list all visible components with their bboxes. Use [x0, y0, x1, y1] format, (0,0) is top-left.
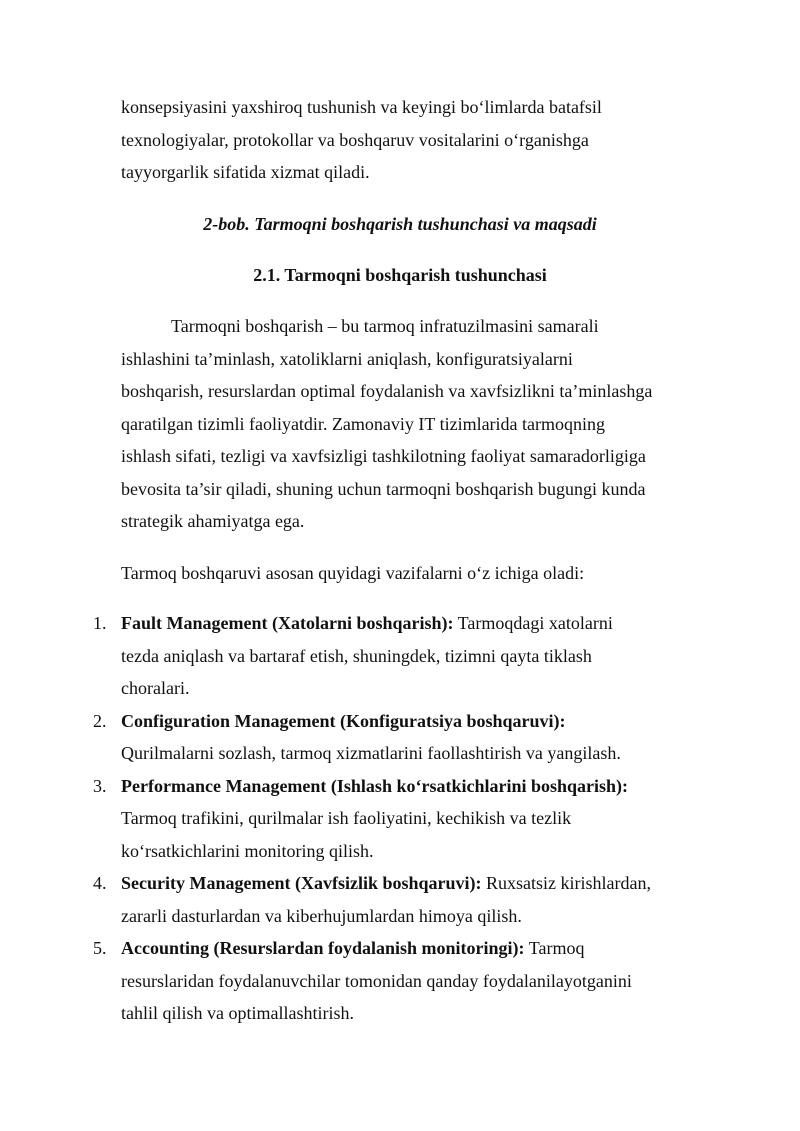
text-line: tezda aniqlash va bartaraf etish, shuningdek, tizimni qayta tiklash: [121, 645, 592, 666]
text-line: choralari.: [121, 678, 190, 698]
text-line: ko‘rsatkichlarini monitoring qilish.: [121, 840, 374, 861]
list-item: [0, 607, 691, 705]
list-item-text: Ruxsatsiz kirishlardan,: [481, 873, 651, 893]
text-line: Tarmoqni boshqarish – bu tarmoq infratuzilmasini samarali: [171, 316, 599, 336]
list-item-number: 2.: [93, 710, 107, 731]
list-item-title: Security Management (Xavfsizlik boshqaruvi):: [121, 873, 482, 893]
text-line: ishlashini ta’minlash, xatoliklarni aniqlash, konfiguratsiyalarni: [121, 348, 573, 369]
text-line: tahlil qilish va optimallashtirish.: [121, 1003, 354, 1023]
list-item: [0, 867, 691, 932]
list-item-title: Accounting (Resurslardan foydalanish monitoringi):: [121, 938, 525, 958]
list-item-title: Configuration Management (Konfiguratsiya boshqaruvi):: [121, 710, 566, 731]
text-line: zararli dasturlardan va kiberhujumlardan himoya qilish.: [121, 905, 522, 926]
list-item-number: 5.: [93, 938, 107, 958]
text-line: ishlash sifati, tezligi va xavfsizligi tashkilotning faoliyat samaradorligiga: [121, 446, 646, 466]
list-item-title: Fault Management (Xatolarni boshqarish):: [121, 613, 454, 633]
list-item: [0, 932, 691, 1030]
text-line: konsepsiyasini yaxshiroq tushunish va keyingi bo‘limlarda batafsil: [121, 97, 602, 117]
text-line: texnologiyalar, protokollar va boshqaruv vositalarini o‘rganishga: [121, 129, 589, 150]
text-line: boshqarish, resurslardan optimal foydalanish va xavfsizlikni ta’minlashga: [121, 381, 653, 401]
list-item-text: Tarmoq: [524, 938, 585, 958]
list-item-number: 3.: [93, 775, 107, 796]
intro-paragraph: [121, 91, 691, 189]
text-line: Tarmoq trafikini, qurilmalar ish faoliyatini, kechikish va tezlik: [121, 808, 572, 828]
list-item: [0, 770, 691, 868]
definition-paragraph: [121, 310, 691, 538]
text-line: Qurilmalarni sozlash, tarmoq xizmatlarini faollashtirish va yangilash.: [121, 743, 621, 763]
tasks-intro-paragraph: Tarmoq boshqaruvi asosan quyidagi vazifalarni o‘z ichiga oladi:: [121, 563, 585, 583]
list-item-text: Tarmoqdagi xatolarni: [453, 613, 613, 633]
text-line: strategik ahamiyatga ega.: [121, 511, 305, 531]
section-heading: 2.1. Tarmoqni boshqarish tushunchasi: [253, 265, 547, 285]
list-item-number: 4.: [93, 873, 107, 893]
text-line: resurslaridan foydalanuvchilar tomonidan qanday foydalanilayotganini: [121, 970, 632, 991]
chapter-heading: 2-bob. Tarmoqni boshqarish tushunchasi va maqsadi: [203, 214, 597, 234]
text-line: qaratilgan tizimli faoliyatdir. Zamonaviy IT tizimlarida tarmoqning: [121, 413, 606, 434]
list-item: [0, 705, 691, 770]
text-line: tayyorgarlik sifatida xizmat qiladi.: [121, 162, 370, 182]
list-item-number: 1.: [93, 613, 107, 633]
text-line: bevosita ta’sir qiladi, shuning uchun tarmoqni boshqarish bugungi kunda: [121, 478, 646, 499]
management-tasks-list: [0, 607, 800, 1030]
list-item-title: Performance Management (Ishlash ko‘rsatkichlarini boshqarish):: [121, 775, 628, 796]
